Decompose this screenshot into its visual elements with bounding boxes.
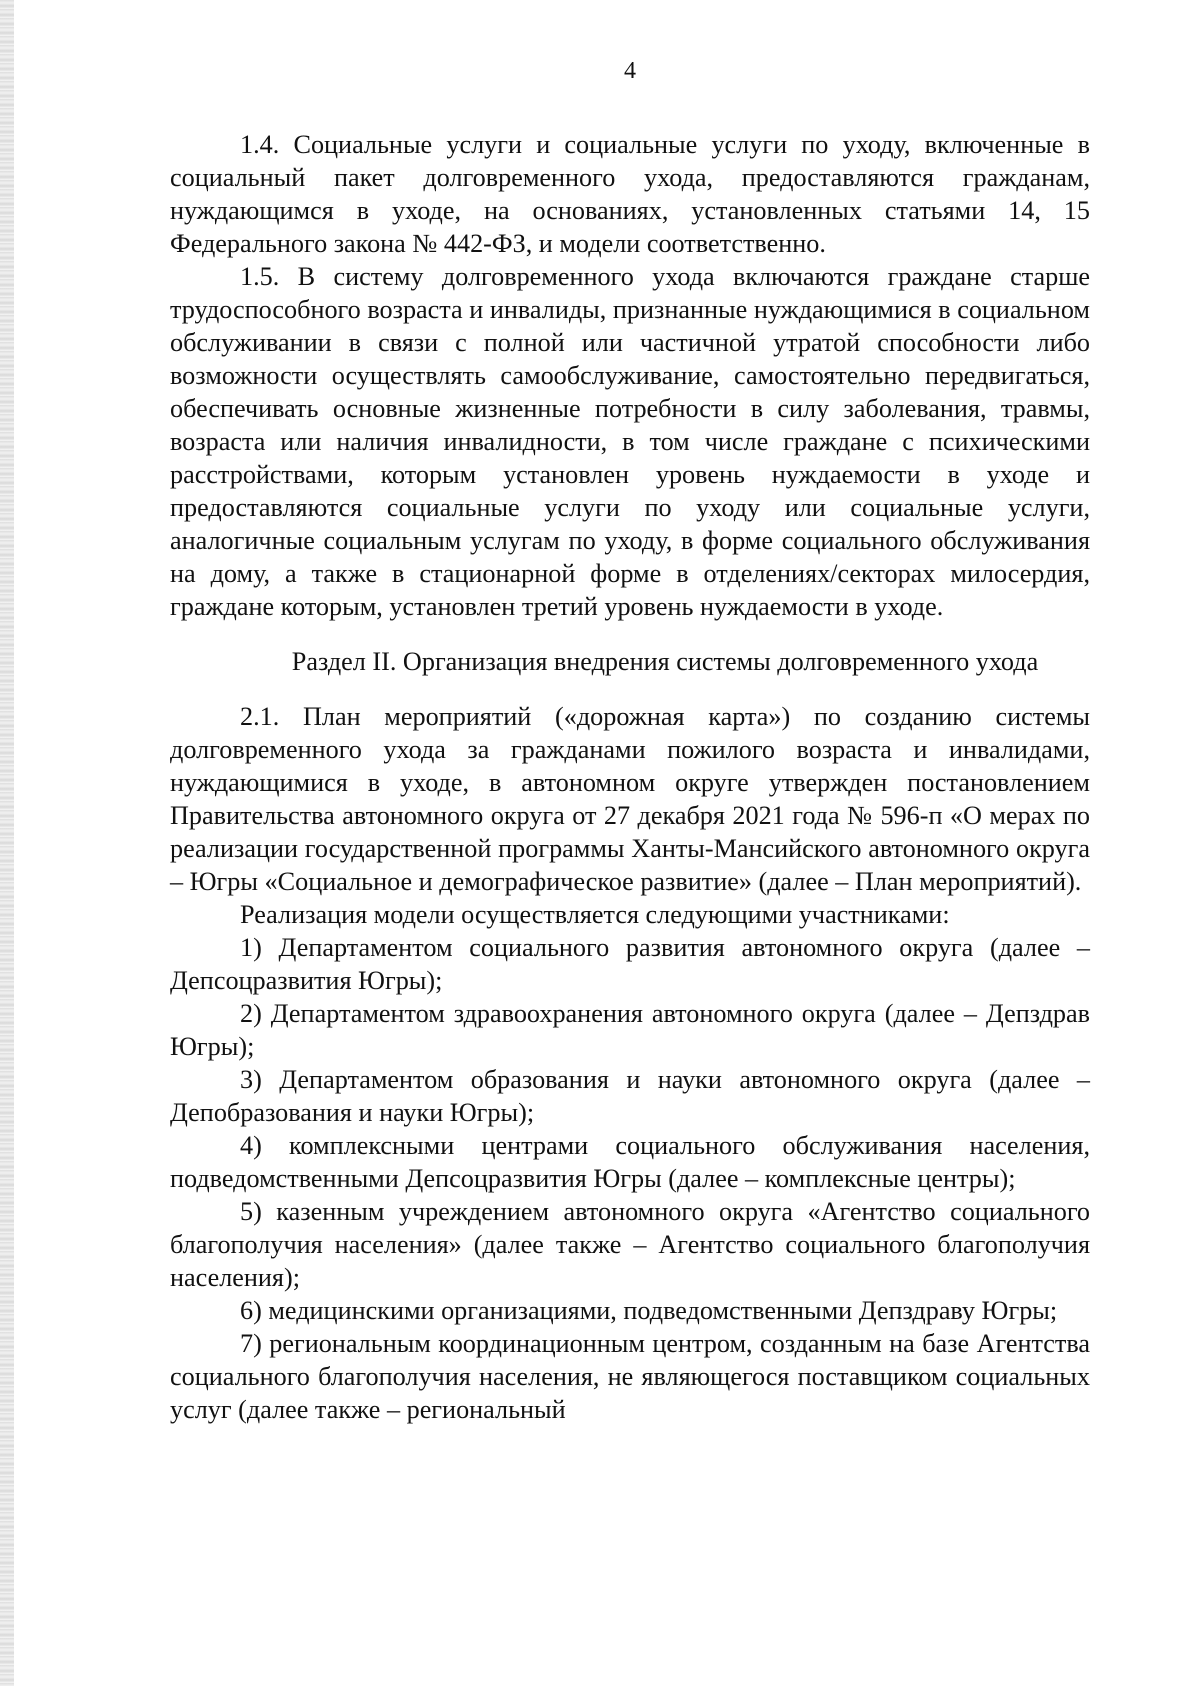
paragraph-1-5: 1.5. В систему долговременного ухода включаются граждане старше трудоспособного возраста и инвалиды, признанные нуждающимися в социальном обслуживании в связи с полной или частичной утратой способности либо возможности осуществлять самообслуживание, самостоятельно передвигаться, обеспечивать основные жизненные потребности в силу заболевания, травмы, возраста или наличия инвалидности, в том числе граждане с психическими расстройствами, которым установлен уровень нуждаемости в уходе и предоставляются социальные услуги по уходу или социальные услуги, аналогичные социальным услугам по уходу, в форме социального обслуживания на дому, а также в стационарной форме в отделениях/секторах милосердия, граждане которым, установлен третий уровень нуждаемости в уходе. — [170, 262, 1090, 621]
list-item-2: 2) Департаментом здравоохранения автономного округа (далее – Депздрав Югры); — [170, 999, 1090, 1061]
list-item-7: 7) региональным координационным центром, созданным на базе Агентства социального благополучия населения, не являющегося поставщиком социальных услуг (далее также – региональный — [170, 1329, 1090, 1424]
list-item-1: 1) Департаментом социального развития автономного округа (далее – Депсоцразвития Югры); — [170, 933, 1090, 995]
scan-edge — [0, 0, 14, 1686]
paragraph-participants-intro: Реализация модели осуществляется следующими участниками: — [240, 900, 950, 929]
section-heading: Раздел II. Организация внедрения системы долговременного ухода — [291, 647, 1039, 676]
page-number: 4 — [624, 58, 636, 84]
list-item-3: 3) Департаментом образования и науки автономного округа (далее – Депобразования и науки Югры); — [170, 1065, 1090, 1127]
paragraph-2-1: 2.1. План мероприятий («дорожная карта») по созданию системы долговременного ухода за гражданами пожилого возраста и инвалидами, нуждающимися в уходе, в автономном округе утвержден постановлением Правительства автономного округа от 27 декабря 2021 года № 596-п «О мерах по реализации государственной программы Ханты-Мансийского автономного округа – Югры «Социальное и демографическое развитие» (далее – План мероприятий). — [170, 702, 1090, 896]
document-body — [170, 128, 1090, 1426]
list-item-6: 6) медицинскими организациями, подведомственными Депздраву Югры; — [240, 1296, 1058, 1325]
list-item-5: 5) казенным учреждением автономного округа «Агентство социального благополучия населения» (далее также – Агентство социального благополучия населения); — [170, 1197, 1090, 1292]
list-item-4: 4) комплексными центрами социального обслуживания населения, подведомственными Депсоцразвития Югры (далее – комплексные центры); — [170, 1131, 1090, 1193]
paragraph-1-4: 1.4. Социальные услуги и социальные услуги по уходу, включенные в социальный пакет долговременного ухода, предоставляются гражданам, нуждающимся в уходе, на основаниях, установленных статьями 14, 15 Федерального закона № 442-ФЗ, и модели соответственно. — [170, 130, 1090, 258]
